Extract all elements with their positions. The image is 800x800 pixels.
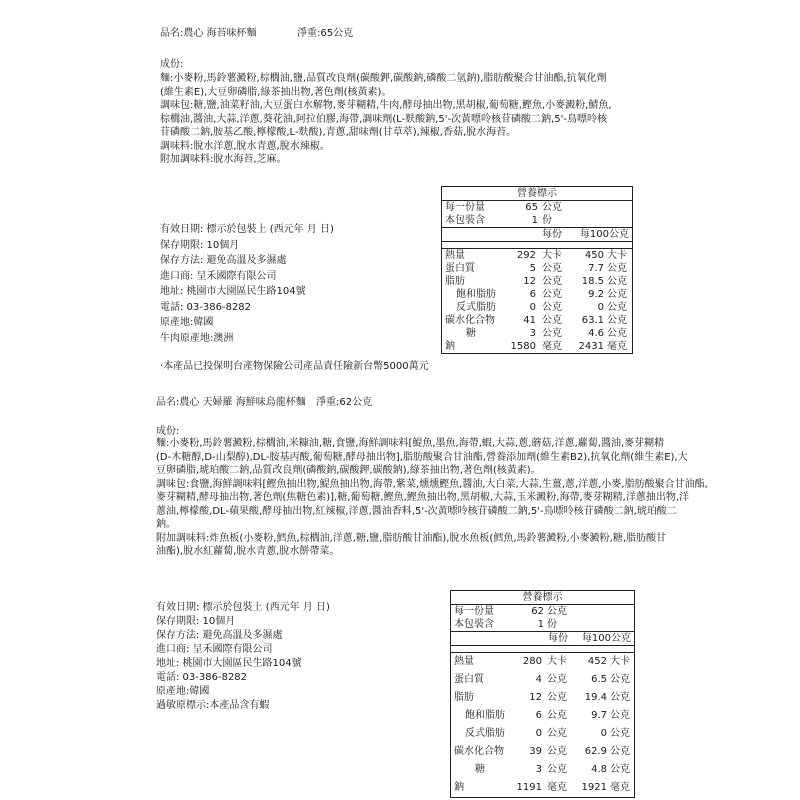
nutrient-unit: 公克 [547,764,567,775]
nutrient-per-100g: 63.1 [581,315,604,326]
nutrient-unit: 公克 [607,263,627,274]
nutrient-unit: 公克 [542,289,562,300]
product-2-ingredients [156,437,708,559]
nutrient-per-100g: 1921 [581,782,607,793]
nutrient-unit: 公克 [607,315,627,326]
info-line: 有效日期: 標示於包裝上 (西元年 月 日) [160,224,334,235]
nutrient-unit: 毫克 [547,782,567,793]
nutrition-row-sodium [451,779,634,797]
ingredient-line: 調味包:糖,鹽,油菜籽油,大豆蛋白水解物,麥芽糊精,牛肉,酵母抽出物,黑胡椒,葡萄糖,鰹魚,小麥澱粉,鯖魚, [160,100,612,111]
per-100g-header: 每100公克 [581,633,631,644]
nutrient-per-serving: 39 [529,746,542,757]
info-line: 保存方法: 避免高溫及多濕處 [160,255,287,266]
nutrient-unit: 大卡 [547,656,567,667]
nutrient-per-serving: 0 [535,728,542,739]
nutrient-unit: 公克 [610,764,630,775]
nutrition-row-saturated-fat [442,288,632,301]
nutrient-unit: 公克 [547,692,567,703]
nutrient-per-100g: 0 [600,728,607,739]
ingredient-line: 棕櫚油,醬油,大蒜,洋蔥,葵花油,阿拉伯膠,海帶,調味劑(L-麩酸鈉,5'-次黃嘌呤核苷磷酸二鈉,5'-鳥嘌呤核 [160,113,607,125]
info-line: 進口商: 呈禾國際有限公司 [160,270,277,282]
nutrient-per-100g: 18.5 [581,276,604,287]
info-line: 有效日期: 標示於包裝上 (西元年 月 日) [156,602,330,613]
nutrient-name: 鈉 [445,341,455,352]
servings-per-package-unit: 份 [547,619,557,630]
nutrient-unit: 公克 [610,692,630,703]
nutrient-name: 熱量 [454,656,474,667]
nutrient-unit: 公克 [542,302,562,313]
servings-per-package-unit: 份 [542,215,552,226]
ingredient-line: (維生素E),大豆卵磷脂,綠茶抽出物,著色劑(核黃素)。 [160,86,392,98]
product-1-net-weight: 淨重:65公克 [297,28,354,39]
nutrient-unit: 毫克 [542,341,562,352]
info-line: 保存期限: 10個月 [156,616,236,627]
serving-size-unit: 公克 [542,202,562,213]
ingredient-line: (D-木糖醇,D-山梨醇),DL-胺基丙酸,葡萄糖,酵母抽出物],脂肪酸聚合甘油酯,營養添加劑(維生素B2),抗氧化劑(維生素E),大 [156,451,688,463]
nutrient-name: 糖 [466,328,476,339]
serving-size-label: 每一份量 [454,606,494,617]
nutrition-caption: 營養標示 [442,187,632,201]
nutrient-per-serving: 6 [529,289,536,300]
nutrient-unit: 公克 [547,710,567,721]
nutrient-per-serving: 12 [529,692,542,703]
serving-size-label: 每一份量 [445,202,485,213]
nutrient-name: 鈉 [454,782,464,793]
nutrient-per-100g: 0 [597,302,604,313]
nutrition-row-sugar [451,761,634,779]
nutrition-row-carbohydrate [451,743,634,761]
info-line: 地址: 桃園市大園區民生路104號 [160,286,306,297]
nutrient-unit: 公克 [607,302,627,313]
info-line: 原產地:韓國 [156,686,210,697]
nutrient-per-serving: 292 [516,250,536,261]
nutrient-name: 碳水化合物 [445,315,495,326]
servings-per-package-value: 1 [537,619,544,630]
nutrient-name: 蛋白質 [454,674,484,685]
nutrient-unit: 公克 [610,728,630,739]
nutrient-per-100g: 62.9 [584,746,607,757]
info-line: 保存期限: 10個月 [160,239,240,251]
nutrient-per-100g: 452 [587,656,607,667]
nutrient-per-serving: 0 [529,302,536,313]
ingredient-line: 附加調味料:炸魚板(小麥粉,鱈魚,棕櫚油,洋蔥,糖,鹽,脂肪酸甘油酯),脫水魚板(鱈魚,馬鈴薯澱粉,小麥澱粉,糖,脂肪酸甘 [156,532,667,544]
nutrient-per-100g: 6.5 [591,674,607,685]
nutrient-unit: 大卡 [610,656,630,667]
nutrient-unit: 公克 [542,328,562,339]
ingredient-line: 蔥油,檸檬酸,DL-蘋果酸,酵母抽出物,紅辣椒,洋蔥,醬油香料,5'-次黃嘌呤核苷磷酸二鈉,5'-鳥嘌呤核苷磷酸二鈉,琥珀酸二 [156,505,677,517]
nutrient-per-100g: 19.4 [584,692,607,703]
ingredient-line: 麥芽糊精,酵母抽出物,著色劑(焦糖色素)],糖,葡萄糖,鰹魚,鰹魚抽出物,黑胡椒,大蒜,玉米澱粉,海帶,麥芽糊精,洋蔥抽出物,洋 [156,492,690,503]
product-2-net-weight: 淨重:62公克 [316,397,373,408]
nutrition-row-trans-fat [442,301,632,314]
info-line: 原產地:韓國 [160,317,214,328]
nutrient-per-serving: 4 [535,674,542,685]
nutrient-unit: 公克 [607,289,627,300]
product-1-info [160,222,334,346]
ingredient-line: 附加調味料:脫水海苔,芝麻。 [160,154,287,165]
nutrient-per-100g: 4.8 [591,764,607,775]
info-line: 地址: 桃園市大園區民生路104號 [156,658,302,669]
nutrient-per-serving: 3 [535,764,542,775]
ingredient-line: 麵:小麥粉,馬鈴薯澱粉,棕櫚油,米糠油,糖,食鹽,海鮮調味料[鯷魚,墨魚,海帶,蝦,大蒜,蔥,蘑菇,洋蔥,蘿蔔,醬油,麥芽糊精 [156,438,665,449]
nutrient-unit: 毫克 [610,782,630,793]
servings-per-package-label: 本包裝含 [445,215,485,226]
nutrient-name: 糖 [475,764,485,775]
nutrient-unit: 大卡 [542,250,562,261]
nutrient-name: 熱量 [445,250,465,261]
nutrient-name: 飽和脂肪 [456,289,496,300]
per-serving-header: 每份 [542,229,562,240]
nutrient-unit: 公克 [542,315,562,326]
nutrient-per-100g: 9.7 [591,710,607,721]
nutrient-per-serving: 5 [529,263,536,274]
product-1-nutrition-table [441,186,633,354]
nutrient-name: 飽和脂肪 [465,710,505,721]
nutrition-row-fat [451,689,634,707]
nutrient-name: 反式脂肪 [465,728,505,739]
nutrition-row-protein [442,262,632,275]
ingredient-line: 苷磷酸二鈉,胺基乙酸,檸檬酸,L-麩酸),青蔥,甜味劑(甘草萃),辣椒,香菇,脫水海苔。 [160,127,517,138]
info-line: 電話: 03-386-8282 [160,301,252,313]
product-2-info [156,601,330,713]
ingredient-line: 麵:小麥粉,馬鈴薯澱粉,棕櫚油,鹽,品質改良劑(碳酸鉀,碳酸鈉,磷酸二氫鈉),脂肪酸聚合甘油酯,抗氧化劑 [160,73,607,84]
info-line: 過敏原標示:本產品含有蝦 [156,700,270,711]
nutrient-per-100g: 9.2 [588,289,604,300]
nutrient-unit: 公克 [542,263,562,274]
nutrition-row-saturated-fat [451,707,634,725]
nutrient-name: 脂肪 [445,276,465,287]
nutrition-row-sugar [442,327,632,340]
serving-size-unit: 公克 [547,606,567,617]
nutrition-row-carbohydrate [442,314,632,327]
nutrient-unit: 毫克 [607,341,627,352]
nutrient-per-100g: 4.6 [588,328,604,339]
info-line: 電話: 03-386-8282 [156,672,248,683]
nutrition-row-energy [451,652,634,671]
nutrition-row-protein [451,671,634,689]
product-1-insurance-note: ·本產品已投保明台產物保險公司產品責任險新台幣5000萬元 [160,361,429,372]
nutrient-unit: 公克 [607,328,627,339]
nutrition-row-trans-fat [451,725,634,743]
ingredient-line: 豆卵磷脂,琥珀酸二鈉,品質改良劑(磷酸鈉,碳酸鉀,碳酸鈉),綠茶抽出物,著色劑(核黃素)。 [156,465,541,476]
ingredient-line: 鈉。 [156,519,176,530]
product-2-name: 品名:農心 天婦羅 海鮮味烏龍杯麵 [156,397,306,408]
ingredient-line: 油酯),脫水紅蘿蔔,脫水青蔥,脫水餅帶菜。 [156,546,340,557]
nutrient-per-serving: 1191 [516,782,542,793]
nutrient-unit: 公克 [607,276,627,287]
serving-size-value: 65 [525,202,538,213]
nutrient-unit: 公克 [610,710,630,721]
product-1-name: 品名:農心 海苔味杯麵 [160,28,257,39]
per-100g-header: 每100公克 [579,229,629,240]
nutrient-unit: 公克 [610,746,630,757]
nutrient-per-100g: 7.7 [588,263,604,274]
nutrient-unit: 公克 [547,674,567,685]
nutrient-unit: 公克 [542,276,562,287]
nutrient-name: 蛋白質 [445,263,475,274]
nutrient-per-100g: 2431 [578,341,604,352]
servings-per-package-label: 本包裝含 [454,619,494,630]
info-line: 進口商: 呈禾國際有限公司 [156,644,273,655]
nutrient-per-serving: 1580 [510,341,536,352]
ingredient-line: 調味料:脫水洋蔥,脫水青蔥,脫水辣椒。 [160,140,330,152]
product-1-ingredients [160,72,612,167]
nutrient-unit: 公克 [610,674,630,685]
nutrient-name: 碳水化合物 [454,746,504,757]
info-line: 牛肉原產地:澳洲 [160,332,234,344]
nutrition-row-energy [442,248,632,262]
product-2-nutrition-table [450,590,635,798]
nutrient-unit: 公克 [547,728,567,739]
nutrient-unit: 大卡 [607,250,627,261]
nutrient-per-serving: 12 [523,276,536,287]
nutrition-row-sodium [442,340,632,353]
product-1-ingredients-heading: 成份: [160,59,184,70]
product-2-ingredients-heading: 成份: [156,426,180,437]
nutrient-per-serving: 280 [522,656,542,667]
nutrient-name: 脂肪 [454,692,474,703]
ingredient-line: 調味包:食鹽,海鮮調味料[鰹魚抽出物,鯷魚抽出物,海帶,紫菜,燻燻鰹魚,醬油,大白菜,大蒜,生薑,蔥,洋蔥,小麥,脂肪酸聚合甘油酯, [156,478,708,490]
nutrition-row-fat [442,275,632,288]
nutrient-per-serving: 3 [529,328,536,339]
per-serving-header: 每份 [548,633,568,644]
nutrient-per-100g: 450 [584,250,604,261]
nutrient-per-serving: 41 [523,315,536,326]
nutrition-caption: 營養標示 [522,592,563,603]
nutrient-per-serving: 6 [535,710,542,721]
nutrient-name: 反式脂肪 [456,302,496,313]
info-line: 保存方法: 避免高溫及多濕處 [156,630,283,641]
nutrient-unit: 公克 [547,746,567,757]
serving-size-value: 62 [531,606,544,617]
servings-per-package-value: 1 [531,215,538,226]
